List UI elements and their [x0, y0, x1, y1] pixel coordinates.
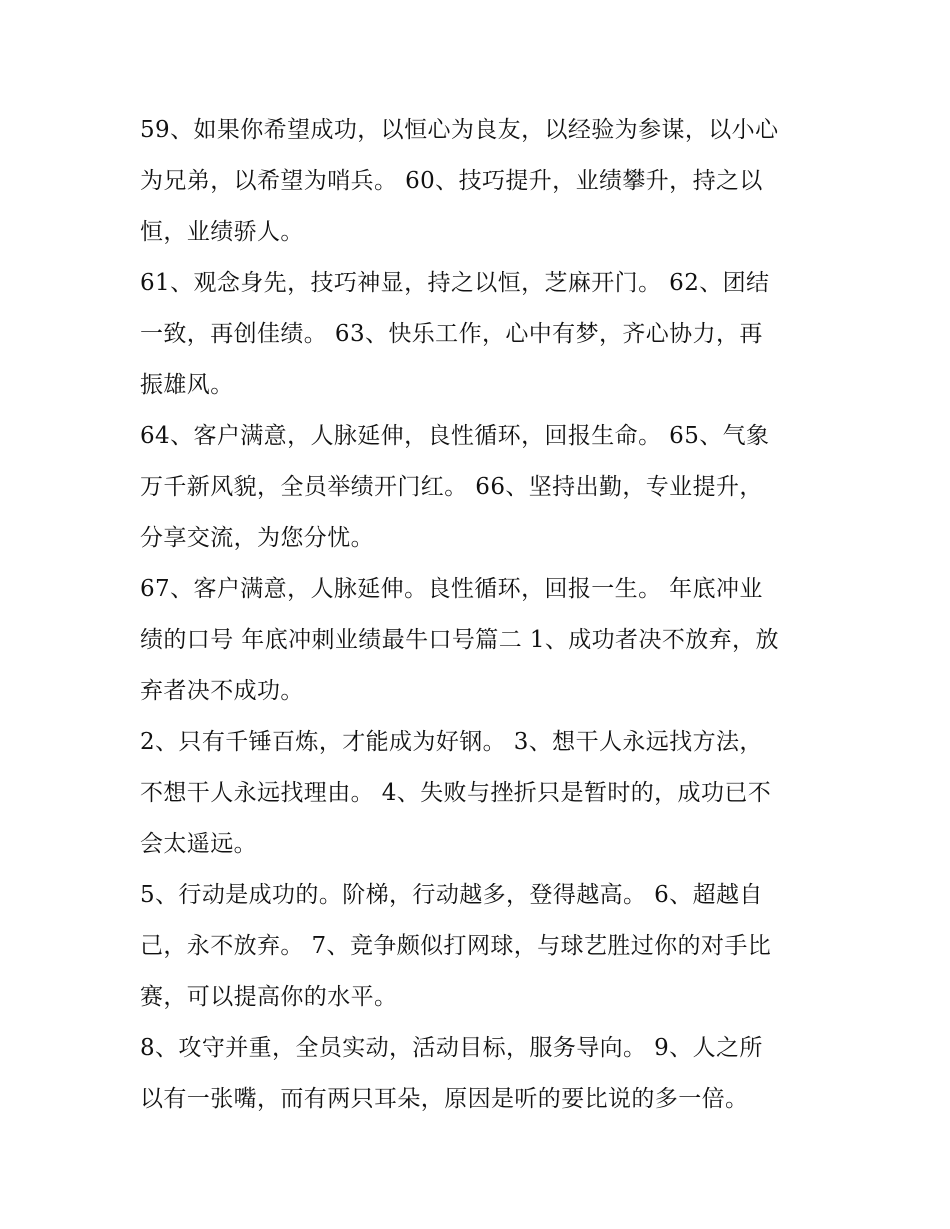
document-body [140, 105, 820, 1125]
paragraph-2-4 [140, 717, 820, 870]
text-line: 为兄弟，以希望为哨兵。 60、技巧提升，业绩攀升，持之以 [140, 168, 763, 194]
text-line: 弃者决不成功。 [140, 678, 304, 704]
text-line: 万千新风貌，全员举绩开门红。 66、坚持出勤，专业提升， [140, 474, 763, 500]
text-line: 8、攻守并重，全员实动，活动目标，服务导向。 9、人之所 [140, 1035, 763, 1061]
text-line: 67、客户满意，人脉延伸。良性循环，回报一生。 年底冲业 [140, 576, 763, 602]
paragraph-8-9 [140, 1023, 820, 1125]
text-line: 己，永不放弃。 7、竞争颇似打网球，与球艺胜过你的对手比 [140, 933, 772, 959]
paragraph-67-part2-1 [140, 564, 820, 717]
text-line: 以有一张嘴，而有两只耳朵，原因是听的要比说的多一倍。 [140, 1086, 749, 1112]
text-line: 5、行动是成功的。阶梯，行动越多，登得越高。 6、超越自 [140, 882, 763, 908]
text-line: 61、观念身先，技巧神显，持之以恒，芝麻开门。 62、团结 [140, 270, 770, 296]
paragraph-64-66 [140, 411, 820, 564]
paragraph-61-63 [140, 258, 820, 411]
text-line: 振雄风。 [140, 372, 234, 398]
text-line: 64、客户满意，人脉延伸，良性循环，回报生命。 65、气象 [140, 423, 770, 449]
text-line: 一致，再创佳绩。 63、快乐工作，心中有梦，齐心协力，再 [140, 321, 763, 347]
text-line: 59、如果你希望成功，以恒心为良友，以经验为参谋，以小心 [140, 117, 779, 143]
text-line: 2、只有千锤百炼，才能成为好钢。 3、想干人永远找方法， [140, 729, 763, 755]
paragraph-5-7 [140, 870, 820, 1023]
text-line: 分享交流，为您分忧。 [140, 525, 374, 551]
text-line: 恒，业绩骄人。 [140, 219, 304, 245]
paragraph-59-60 [140, 105, 820, 258]
text-line: 绩的口号 年底冲刺业绩最牛口号篇二 1、成功者决不放弃，放 [140, 627, 779, 653]
text-line: 会太遥远。 [140, 831, 257, 857]
text-line: 不想干人永远找理由。 4、失败与挫折只是暂时的，成功已不 [140, 780, 772, 806]
text-line: 赛，可以提高你的水平。 [140, 984, 398, 1010]
